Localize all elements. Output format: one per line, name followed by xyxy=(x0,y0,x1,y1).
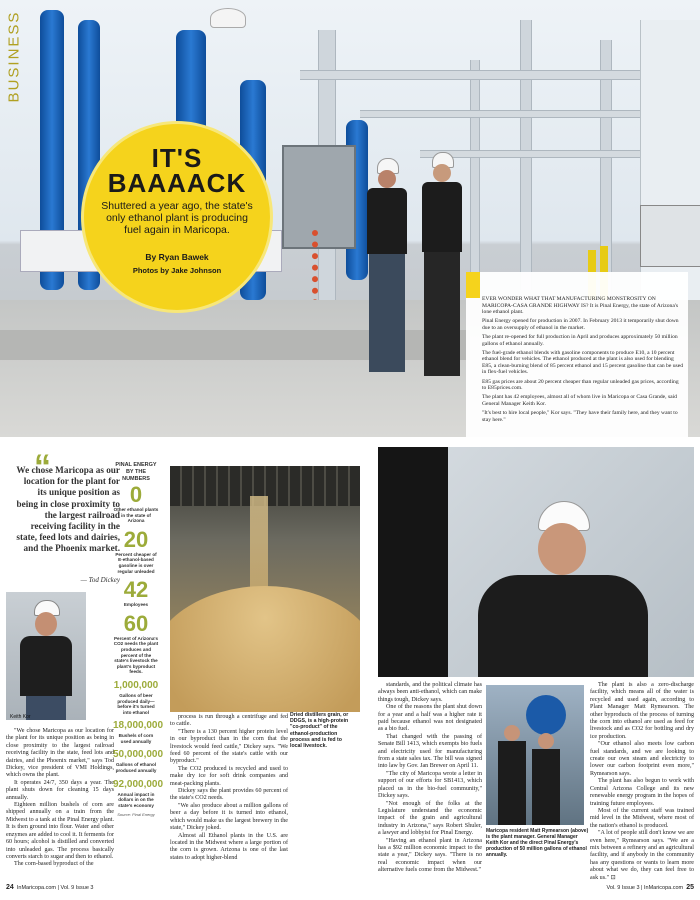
body-paragraph: The plant has also begun to work with Central Arizona College and its new renewable energy program in the hopes of training future employees. xyxy=(590,778,694,807)
body-paragraph: standards, and the political climate has always been anti-ethanol, which can make things tough, Dickey says. xyxy=(378,682,482,703)
intro-lead: EVER WONDER WHAT THAT MANUFACTURING MONSTROSITY ON MARICOPA-CASA GRANDE HIGHWAY IS? It is Pinal Energy, the state of Arizona's lone ethanol plant. xyxy=(482,296,679,316)
stat-value: 1,000,000 xyxy=(113,679,159,691)
stat-value: 0 xyxy=(129,482,143,507)
stat-description: Percent of Arizona's CO2 needs the plant produces and percent of the state's livestock the plant's byproduct feeds. xyxy=(113,635,159,675)
stat-description: Bushels of corn used annually xyxy=(118,733,154,744)
body-paragraph: "Our ethanol also meets low carbon fuel standards, and we are looking to create our own steam and electricity to lower our carbon footprint even more," Rymearson says. xyxy=(590,741,694,777)
body-paragraph: "The city of Maricopa wrote a letter in support of our efforts for SB1413, which placed us in the bio-fuel community," Dickey says. xyxy=(378,770,482,800)
byline: By Ryan Bawek xyxy=(145,252,209,262)
intro-paragraph: "It's best to hire local people," Kor says. "They have their family here, and they want to stay here." xyxy=(482,409,678,423)
numbers-source: Source: Pinal Energy xyxy=(117,812,155,818)
body-paragraph: "A lot of people still don't know we are even here," Rymearson says. "We are a mix between a refinery and an agricultural facility, and if anybody in the community has any questions or wants to learn more about what we do, they can feel free to ask us." ⊡ xyxy=(590,830,694,881)
deck: Shuttered a year ago, the state's only ethanol plant is producing fuel again in Maricopa. xyxy=(101,200,253,236)
folio-left xyxy=(6,884,94,891)
body-paragraph: That changed with the passing of Senate Bill 1413, which exempts bio fuels and electricity used for manufacturing from a state sales tax. The bill was signed into law by Gov. Jan Brewer on April 11. xyxy=(378,733,482,770)
numbers-sidebar xyxy=(113,462,164,818)
plant-manager-photo xyxy=(378,447,694,677)
stat-description: Gallons of beer produced daily—before it's turned into ethanol xyxy=(117,692,155,715)
body-paragraph: "Having an ethanol plant in Arizona has a $92 million economic impact to the state a year," Dickey says. "There is no real economic impact when our alternative fuels come from the Midwest." xyxy=(378,837,482,874)
body-column-4 xyxy=(590,682,694,882)
numbers-title: PINAL ENERGY BY THE NUMBERS xyxy=(115,462,157,482)
body-paragraph: "We also produce about a million gallons of beer a day before it is turned into ethanol, which would make us the largest brewery in the state," Dickey joked. xyxy=(170,802,288,832)
intro-paragraph: E85 gas prices are about 20 percent cheaper than regular unleaded gas prices, according to E85prices.com. xyxy=(482,378,679,392)
body-paragraph: process is run through a centrifuge and fed to cattle. xyxy=(170,714,288,728)
folio-right xyxy=(607,884,695,891)
section-label: BUSINESS xyxy=(5,10,23,103)
intro-paragraph: Pinal Energy opened for production in 2007. In February 2013 it temporarily shut down due to an oversupply of ethanol in the market. xyxy=(482,318,679,331)
stat-value: 20 xyxy=(123,526,149,552)
stat-value: 50,000,000 xyxy=(113,749,164,761)
intro-paragraph: The plant re-opened for full production in April and produces approximately 50 million gallons of ethanol annually. xyxy=(482,333,678,347)
stat-description: Annual impact in dollars in on the state's economy xyxy=(117,791,155,808)
portrait-caption: Keith Kor xyxy=(10,714,31,720)
grain-photo-caption: Dried distillers grain, or DDGS, is a high-protein "co-product" of the ethanol-production process and is fed to local livestock. xyxy=(290,712,349,750)
body-paragraph: One of the reasons the plant shut down for a year and a half was a higher rate it paid because ethanol was not designated as a bio fuel. xyxy=(378,704,482,733)
body-column-1 xyxy=(6,728,114,869)
stat-value: 60 xyxy=(123,610,149,636)
body-paragraph: Dickey says the plant provides 60 percent of the state's CO2 needs. xyxy=(170,788,288,802)
folio-text: Vol. 9 Issue 3 | InMaricopa.com xyxy=(606,885,684,891)
stat-description: Gallons of ethanol produced annually xyxy=(115,762,157,774)
title-badge xyxy=(84,124,270,310)
stat-description: Employees xyxy=(123,602,149,608)
stat-description: Percent cheaper of E-ethanol-based gasoline is over regular unleaded xyxy=(115,551,157,574)
body-paragraph: It operates 24/7, 350 days a year. The plant shuts down for cleaning 15 days annually. xyxy=(6,779,114,801)
stat-value: 18,000,000 xyxy=(113,720,164,732)
plant-managers-caption: Maricopa resident Matt Rymearson (above) is the plant manager. General Manager Keith Kor and the direct Pinal Energy's production of 50 million gallons of ethanol annually. xyxy=(486,828,589,858)
stat-description: Other ethanol plants in the state of Arizona xyxy=(113,507,159,524)
stat-value: 42 xyxy=(123,577,149,603)
headline: IT'S BAAAACK xyxy=(107,143,247,198)
body-column-2 xyxy=(170,714,288,862)
body-paragraph: The plant is also a zero-discharge facility, which means all of the water is recycled and used again, according to Plant Manager Matt Rymearson. The other byproducts of the process of turning the corn into ethanol are used as feed for livestock and as CO2 for bottling and dry ice production. xyxy=(590,682,694,740)
body-paragraph: The CO2 produced is recycled and used to make dry ice for soft drink companies and meat-packing plants. xyxy=(170,765,288,787)
body-paragraph: Eighteen million bushels of corn are shipped annually on a train from the Midwest to a tank at the Pinal Energy plant. It is then ground into flour. Water and other enzymes are added to cool it. It ferments for 60 hours; alcohol is distilled and converted into unleaded gas. The process basically converts starch to sugar and then to ethanol. xyxy=(6,802,114,860)
plant-managers-photo xyxy=(486,685,584,825)
intro-paragraph: The plant has 42 employees, almost all of whom live in Maricopa or Casa Grande, said General Manager Keith Kor. xyxy=(482,394,677,407)
photo-credit: Photos by Jake Johnson xyxy=(132,266,222,275)
body-paragraph: Almost all Ethanol plants in the U.S. are located in the Midwest where a large portion of the corn is grown. Arizona is one of the last states to adopt higher-blend xyxy=(170,832,288,861)
body-paragraph: "We chose Maricopa as our location for the plant for its unique position as being in close proximity to the largest railroad receiving facility in the state, feed lots and dairies, and the Phoenix market," says Tod Dickey, vice president of VMI Holdings, which owns the plant. xyxy=(6,728,114,779)
body-paragraph: The corn-based byproduct of the xyxy=(14,861,94,868)
pull-quote: We chose Maricopa as our location for the plant for its unique position as being in close proximity to the largest railroad receiving facility in the state, feed lots and dairies, and the Phoenix market. xyxy=(16,465,120,554)
body-paragraph: "There is a 130 percent higher protein level in our byproduct than in the corn that the livestock would feed cattle," Dickey says. "We feed 60 percent of the state's cattle with our byproduct." xyxy=(170,728,288,765)
body-paragraph: "Not enough of the folks at the Legislature understand the economic impact of the grain and agricultural industry in Arizona," says Robert Shuler, a lawyer and lobbyist for Pinal Energy. xyxy=(378,800,482,837)
page-number: 25 xyxy=(686,884,694,891)
intro-text-box xyxy=(466,272,688,437)
body-column-3 xyxy=(378,682,482,875)
quote-mark-icon: “ xyxy=(34,448,51,486)
body-paragraph: Most of the current staff was trained mid level in the Midwest, where most of the nation's ethanol is produced. xyxy=(590,807,694,829)
stat-value: 92,000,000 xyxy=(113,778,164,790)
grain-pile-photo xyxy=(170,466,360,712)
pull-quote-attribution: — Tod Dickey xyxy=(80,576,120,584)
portrait-photo xyxy=(6,592,86,720)
page-number: 24 xyxy=(6,884,14,891)
folio-text: InMaricopa.com | Vol. 9 Issue 3 xyxy=(16,885,94,891)
intro-accent-bar xyxy=(466,272,480,298)
intro-paragraph: The fuel-grade ethanol blends with gasoline components to produce E10, a 10 percent ethanol blend for vehicles. The ethanol produced at the plant is also used for blending E85, a clean-burning blend of 85 percent ethanol and 15 percent gasoline that can be used in flex-fuel vehicles. xyxy=(482,349,683,376)
